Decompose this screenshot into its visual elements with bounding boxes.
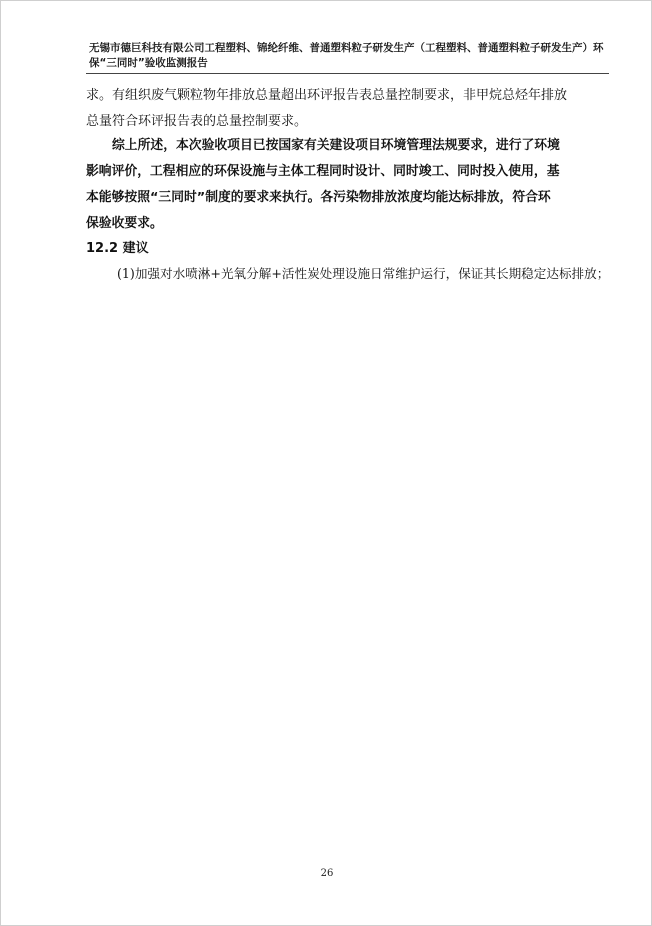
paragraph-conclusion <box>86 133 606 237</box>
paragraph-emissions-line-1: 求。有组织废气颗粒物年排放总量超出环评报告表总量控制要求，非甲烷总烃年排放 <box>86 88 568 103</box>
paragraph-emissions-line-2: 总量符合环评报告表的总量控制要求。 <box>86 114 308 129</box>
header-line-1: 无锡市德巨科技有限公司工程塑料、锦纶纤维、普通塑料粒子研发生产（工程塑料、普通塑料粒子研发生产）环 <box>89 42 604 54</box>
paragraph-conclusion-line-4: 保验收要求。 <box>86 216 163 231</box>
paragraph-conclusion-line-2: 影响评价，工程相应的环保设施与主体工程同时设计、同时竣工、同时投入使用，基 <box>86 164 560 179</box>
paragraph-conclusion-line-3: 本能够按照“三同时”制度的要求来执行。各污染物排放浓度均能达标排放，符合环 <box>86 190 551 205</box>
page-number: 26 <box>320 868 334 879</box>
running-header <box>89 41 609 71</box>
paragraph-emissions <box>86 83 606 135</box>
header-line-2: 保“三同时”验收监测报告 <box>89 57 208 69</box>
header-divider <box>86 73 609 74</box>
suggestion-item-1: (1)加强对水喷淋+光氧分解+活性炭处理设施日常维护运行，保证其长期稳定达标排放； <box>117 266 610 281</box>
paragraph-conclusion-line-1: 综上所述，本次验收项目已按国家有关建设项目环境管理法规要求，进行了环境 <box>112 138 560 153</box>
section-heading-suggestions: 12.2 建议 <box>86 241 149 256</box>
